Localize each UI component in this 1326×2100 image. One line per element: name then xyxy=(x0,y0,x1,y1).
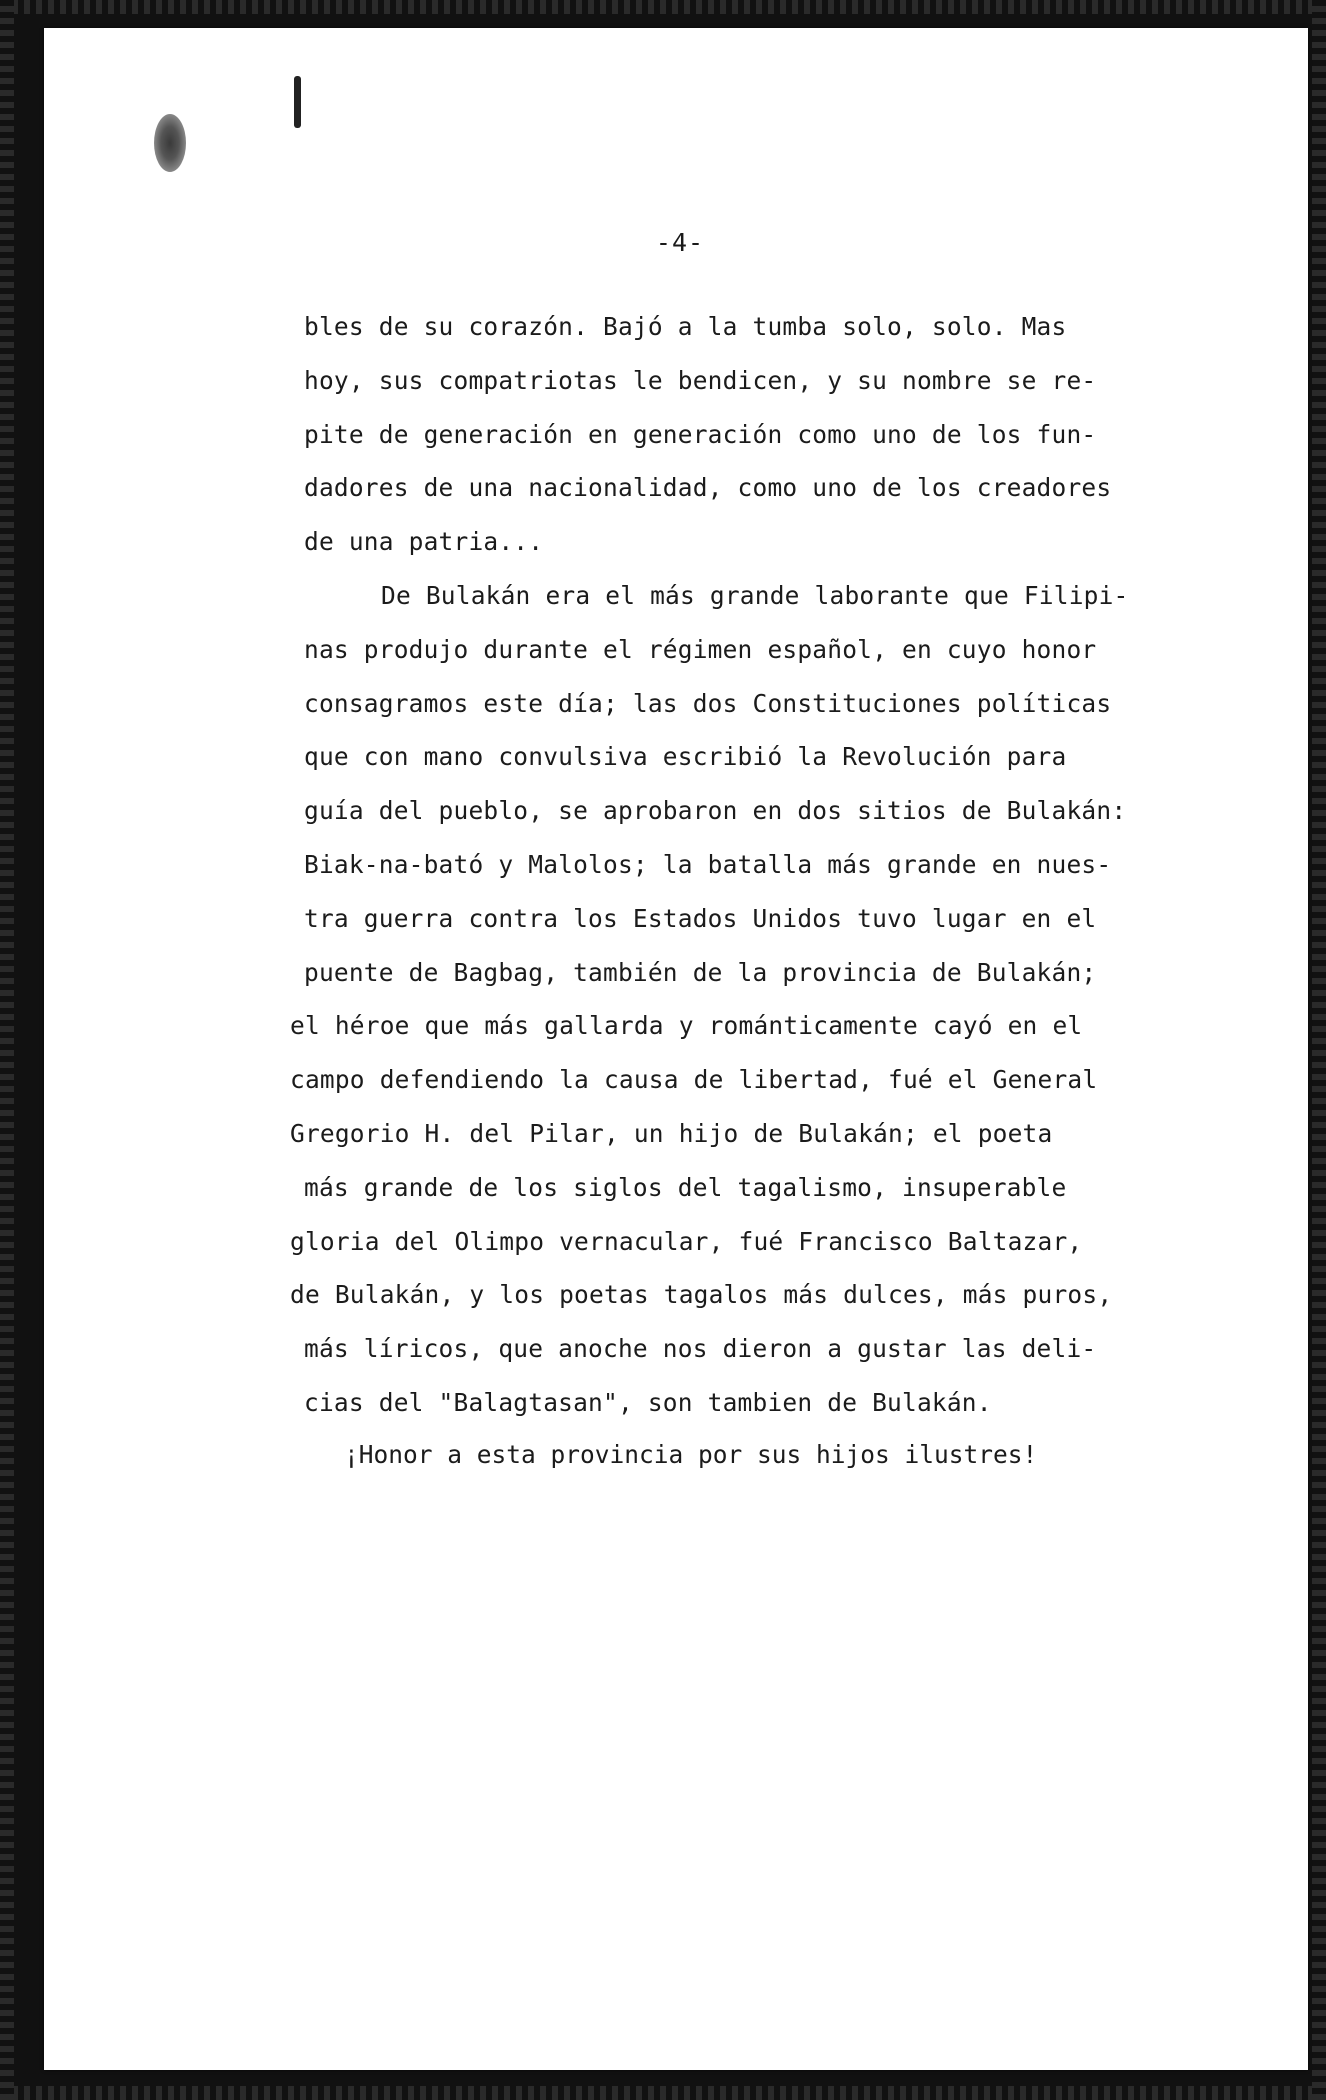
document-body xyxy=(290,300,1174,1430)
text-line: gloria del Olimpo vernacular, fué Francisco Baltazar, xyxy=(290,1226,1083,1256)
text-line: nas produjo durante el régimen español, en cuyo honor xyxy=(304,634,1097,664)
text-line: de una patria... xyxy=(304,527,544,557)
text-line: campo defendiendo la causa de libertad, fué el General xyxy=(290,1065,1098,1095)
text-line: puente de Bagbag, también de la provincia de Bulakán; xyxy=(304,957,1097,987)
text-line: el héroe que más gallarda y románticamente cayó en el xyxy=(290,1011,1083,1041)
punch-hole-mark xyxy=(154,114,186,172)
text-line: consagramos este día; las dos Constituciones políticas xyxy=(304,688,1112,718)
scanner-border-left xyxy=(0,0,14,2100)
text-line: pite de generación en generación como uno de los fun- xyxy=(304,419,1097,449)
text-line: De Bulakán era el más grande laborante que Filipi- xyxy=(381,580,1129,610)
text-line: más grande de los siglos del tagalismo, insuperable xyxy=(304,1172,1067,1202)
text-line: que con mano convulsiva escribió la Revolución para xyxy=(304,742,1067,772)
page-number: -4- xyxy=(655,228,705,257)
text-line: hoy, sus compatriotas le bendicen, y su nombre se re- xyxy=(304,365,1097,395)
closing-line: ¡Honor a esta provincia por sus hijos ilustres! xyxy=(344,1440,1038,1469)
text-line: Gregorio H. del Pilar, un hijo de Bulakán; el poeta xyxy=(290,1118,1053,1148)
text-line: de Bulakán, y los poetas tagalos más dulces, más puros, xyxy=(290,1280,1113,1310)
ink-tick-mark xyxy=(294,76,301,128)
text-line: guía del pueblo, se aprobaron en dos sitios de Bulakán: xyxy=(304,796,1127,826)
text-line: Biak-na-bató y Malolos; la batalla más grande en nues- xyxy=(304,849,1112,879)
text-line: bles de su corazón. Bajó a la tumba solo, solo. Mas xyxy=(304,312,1067,341)
text-line: más líricos, que anoche nos dieron a gustar las deli- xyxy=(304,1334,1097,1364)
scanner-border-right xyxy=(1312,0,1326,2100)
scanner-border-bottom xyxy=(0,2086,1326,2100)
text-line: tra guerra contra los Estados Unidos tuvo lugar en el xyxy=(304,903,1097,933)
text-line: dadores de una nacionalidad, como uno de los creadores xyxy=(304,473,1112,503)
scanner-border-top xyxy=(0,0,1326,14)
text-line: cias del "Balagtasan", son tambien de Bulakán. xyxy=(304,1387,992,1417)
